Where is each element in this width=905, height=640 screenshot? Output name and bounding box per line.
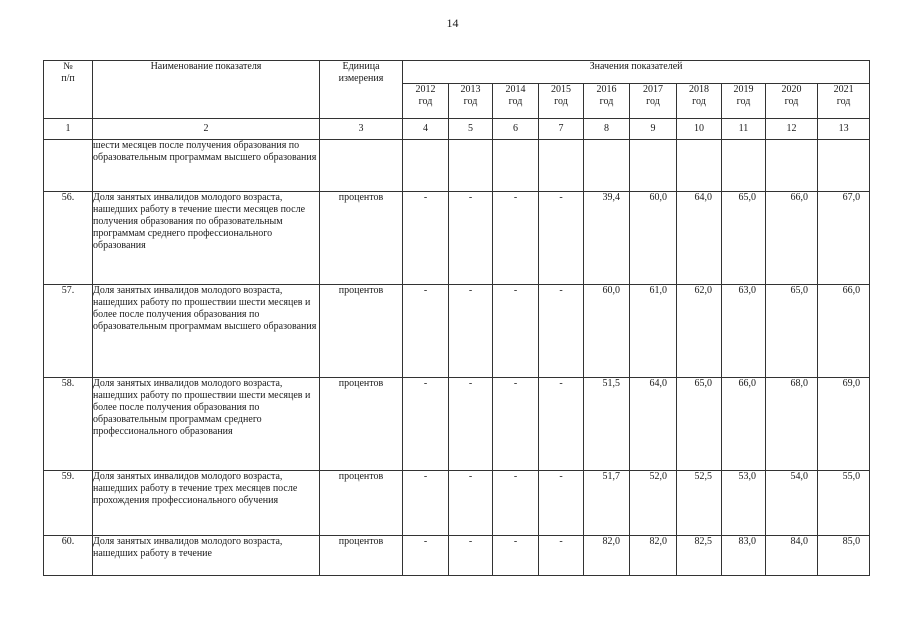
header-row-top <box>44 61 870 84</box>
header-unit <box>320 61 403 119</box>
header-year-value: 2012 <box>415 84 436 95</box>
indicator-value <box>584 140 630 192</box>
header-year-value: 2020 <box>781 84 802 95</box>
column-number: 13 <box>818 119 870 140</box>
indicator-name: Доля занятых инвалидов молодого возраста, нашедших работу в течение шести месяцев после получения образования по образовательным программам среднего профессионального образования <box>93 192 320 285</box>
header-year-word: год <box>784 96 799 107</box>
indicator-value: - <box>403 536 449 576</box>
row-number <box>44 140 93 192</box>
header-year-word: год <box>692 96 706 107</box>
indicator-value: - <box>449 192 493 285</box>
header-year-word: год <box>599 96 614 107</box>
indicator-value: - <box>493 536 539 576</box>
row-number: 57. <box>44 285 93 378</box>
header-year-word: год <box>418 96 433 107</box>
header-year-value: 2021 <box>833 84 854 95</box>
header-year <box>539 84 584 119</box>
header-unit-line2: измерения <box>338 73 384 84</box>
indicator-name: Доля занятых инвалидов молодого возраста, нашедших работу по прошествии шести месяцев и более после получения образования по образовательным программам высшего образования <box>93 285 320 378</box>
indicator-value <box>766 140 818 192</box>
indicator-value: 82,5 <box>677 536 722 576</box>
column-number: 4 <box>403 119 449 140</box>
indicator-name: Доля занятых инвалидов молодого возраста, нашедших работу в течение <box>93 536 320 576</box>
unit-of-measure <box>320 140 403 192</box>
indicator-value: 61,0 <box>630 285 677 378</box>
indicator-value <box>403 140 449 192</box>
indicator-value: 54,0 <box>766 471 818 536</box>
indicator-value: - <box>403 192 449 285</box>
column-number: 8 <box>584 119 630 140</box>
header-year-word: год <box>736 96 751 107</box>
unit-of-measure: процентов <box>320 471 403 536</box>
table-row <box>44 378 870 471</box>
column-number: 10 <box>677 119 722 140</box>
header-year-word: год <box>508 96 523 107</box>
indicators-table <box>43 60 870 576</box>
header-num <box>44 61 93 119</box>
header-year-value: 2017 <box>643 84 663 95</box>
row-number: 56. <box>44 192 93 285</box>
indicator-value: 65,0 <box>766 285 818 378</box>
header-year <box>630 84 677 119</box>
indicator-value <box>818 140 870 192</box>
column-number: 6 <box>493 119 539 140</box>
indicator-value <box>493 140 539 192</box>
row-number: 59. <box>44 471 93 536</box>
indicator-value: - <box>403 285 449 378</box>
row-number: 58. <box>44 378 93 471</box>
column-number: 9 <box>630 119 677 140</box>
column-number: 12 <box>766 119 818 140</box>
header-year-word: год <box>836 96 851 107</box>
header-year-value: 2018 <box>689 84 709 95</box>
indicator-value: - <box>539 536 584 576</box>
header-year <box>722 84 766 119</box>
indicator-value: 51,5 <box>584 378 630 471</box>
indicator-value: 52,5 <box>677 471 722 536</box>
indicator-name: шести месяцев после получения образования по образовательным программам высшего образования <box>93 140 320 192</box>
table-row <box>44 471 870 536</box>
indicator-value: 60,0 <box>584 285 630 378</box>
indicator-value: 67,0 <box>818 192 870 285</box>
indicator-value: 66,0 <box>722 378 766 471</box>
indicator-value: 84,0 <box>766 536 818 576</box>
header-name: Наименование показателя <box>93 61 320 119</box>
header-unit-line1: Единица <box>342 61 380 72</box>
header-year <box>403 84 449 119</box>
indicator-value: 64,0 <box>630 378 677 471</box>
indicator-value: - <box>449 378 493 471</box>
header-year <box>818 84 870 119</box>
indicator-value: - <box>539 378 584 471</box>
table-row <box>44 536 870 576</box>
column-number: 11 <box>722 119 766 140</box>
header-year-value: 2019 <box>733 84 754 95</box>
column-number: 7 <box>539 119 584 140</box>
header-year <box>677 84 722 119</box>
header-year-value: 2015 <box>551 84 571 95</box>
header-year <box>449 84 493 119</box>
unit-of-measure: процентов <box>320 536 403 576</box>
header-year-word: год <box>646 96 660 107</box>
header-year-value: 2016 <box>596 84 617 95</box>
indicator-value: - <box>493 471 539 536</box>
indicator-value: 51,7 <box>584 471 630 536</box>
unit-of-measure: процентов <box>320 285 403 378</box>
indicator-value: 64,0 <box>677 192 722 285</box>
indicator-value: - <box>449 285 493 378</box>
header-year <box>584 84 630 119</box>
column-number-row <box>44 119 870 140</box>
indicator-value: 62,0 <box>677 285 722 378</box>
indicator-value: 55,0 <box>818 471 870 536</box>
indicator-value: - <box>493 285 539 378</box>
table-row <box>44 140 870 192</box>
row-number: 60. <box>44 536 93 576</box>
table-row <box>44 192 870 285</box>
header-year <box>766 84 818 119</box>
indicator-value: - <box>403 378 449 471</box>
indicator-value: 39,4 <box>584 192 630 285</box>
indicator-value: 69,0 <box>818 378 870 471</box>
indicator-value: 66,0 <box>818 285 870 378</box>
indicator-value: - <box>539 285 584 378</box>
header-year-word: год <box>554 96 568 107</box>
indicator-value: 85,0 <box>818 536 870 576</box>
indicator-value: 83,0 <box>722 536 766 576</box>
indicator-value: - <box>449 536 493 576</box>
indicator-value <box>449 140 493 192</box>
indicator-value: 65,0 <box>722 192 766 285</box>
table-row <box>44 285 870 378</box>
indicator-value <box>677 140 722 192</box>
indicator-value <box>630 140 677 192</box>
indicator-value: 82,0 <box>584 536 630 576</box>
column-number: 2 <box>93 119 320 140</box>
indicator-value <box>539 140 584 192</box>
indicator-value: 82,0 <box>630 536 677 576</box>
unit-of-measure: процентов <box>320 192 403 285</box>
indicator-name: Доля занятых инвалидов молодого возраста, нашедших работу в течение трех месяцев после прохождения профессионального обучения <box>93 471 320 536</box>
indicator-value <box>722 140 766 192</box>
indicator-value: 52,0 <box>630 471 677 536</box>
indicator-name: Доля занятых инвалидов молодого возраста, нашедших работу по прошествии шести месяцев и более после получения образования по образовательным программам среднего профессионального образования <box>93 378 320 471</box>
header-year <box>493 84 539 119</box>
indicator-value: - <box>539 471 584 536</box>
column-number: 5 <box>449 119 493 140</box>
header-year-value: 2014 <box>505 84 526 95</box>
indicator-value: 60,0 <box>630 192 677 285</box>
indicator-value: - <box>539 192 584 285</box>
indicator-value: 63,0 <box>722 285 766 378</box>
indicator-value: - <box>493 378 539 471</box>
header-values: Значения показателей <box>403 61 870 84</box>
indicator-value: - <box>449 471 493 536</box>
header-num-symbol: № <box>63 61 73 72</box>
indicator-value: - <box>403 471 449 536</box>
indicator-value: 66,0 <box>766 192 818 285</box>
unit-of-measure: процентов <box>320 378 403 471</box>
column-number: 1 <box>44 119 93 140</box>
header-num-label: п/п <box>61 73 75 84</box>
header-year-word: год <box>463 96 478 107</box>
indicator-value: 65,0 <box>677 378 722 471</box>
column-number: 3 <box>320 119 403 140</box>
indicator-value: - <box>493 192 539 285</box>
indicator-value: 53,0 <box>722 471 766 536</box>
header-year-value: 2013 <box>460 84 481 95</box>
indicator-value: 68,0 <box>766 378 818 471</box>
page-number: 14 <box>446 16 459 30</box>
